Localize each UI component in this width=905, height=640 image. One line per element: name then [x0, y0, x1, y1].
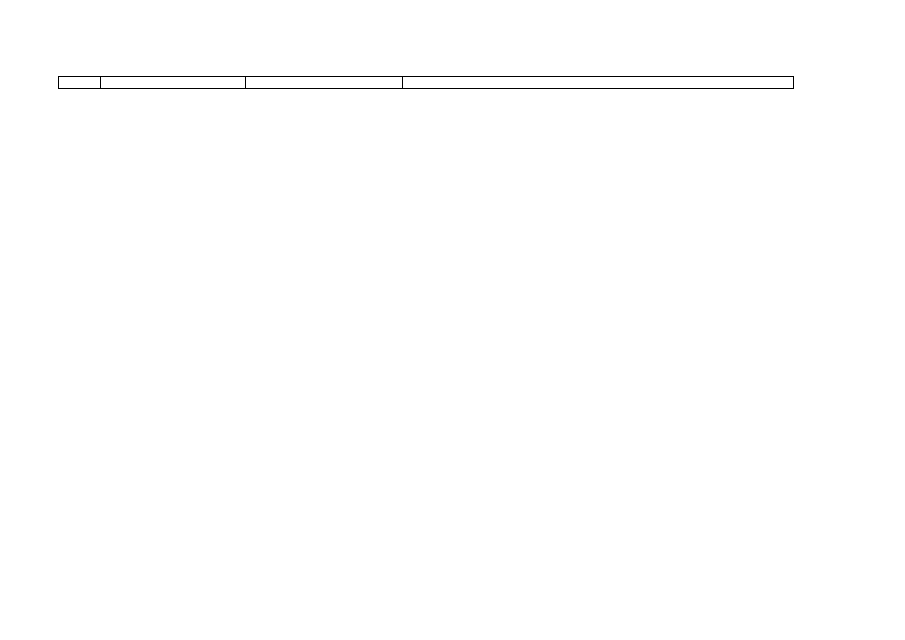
registry-table: [58, 76, 794, 89]
registry-table-body: [59, 77, 794, 89]
row-number-cell: [59, 77, 101, 89]
address-cell: [403, 77, 794, 89]
cadastral-number-cell: [101, 77, 246, 89]
table-row: [59, 77, 794, 89]
related-cadastral-number-cell: [246, 77, 403, 89]
